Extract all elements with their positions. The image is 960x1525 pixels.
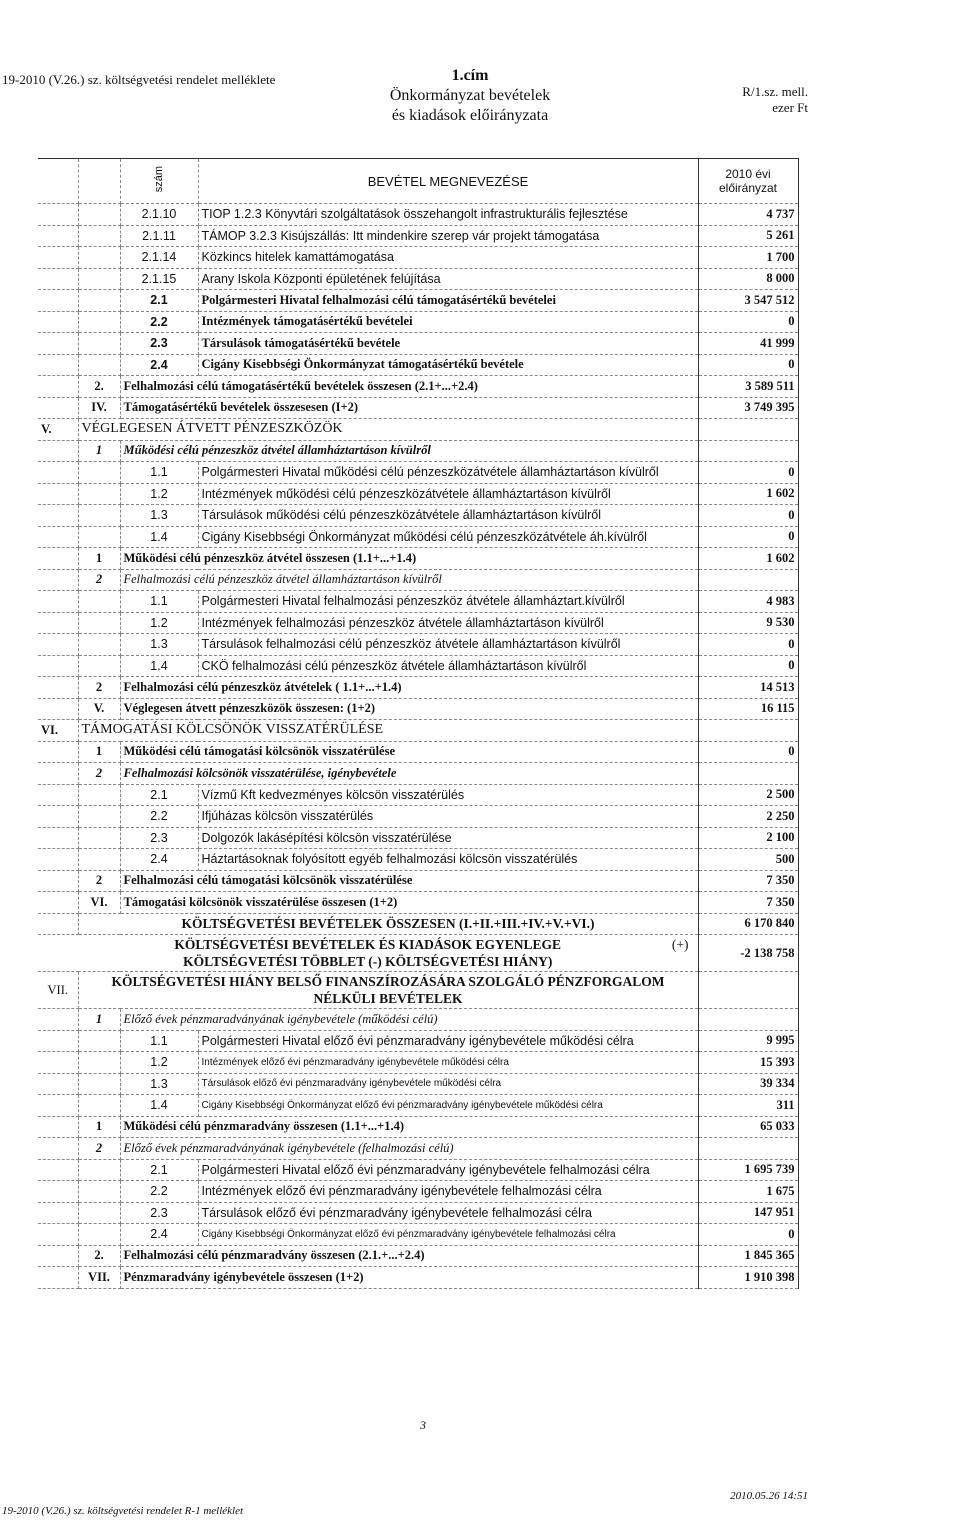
row-name: Háztartásoknak folyósított egyéb felhalmozási kölcsön visszatérülés [198,849,698,871]
row-value: 5 261 [698,225,798,247]
row-item-code: 2.3 [120,827,198,849]
row-name: Társulások támogatásértékű bevétele [198,333,698,355]
row-value: 311 [698,1095,798,1117]
table-row [38,763,798,785]
table-row [38,698,798,720]
row-value [698,569,798,591]
row-name: Felhalmozási célú pénzmaradvány összesen (2.1.+...+2.4) [120,1245,698,1267]
row-section-code [38,204,78,226]
row-group-code: 1 [78,1116,120,1138]
row-group-code: 2. [78,376,120,398]
row-group-code: VII. [78,1267,120,1289]
row-group-code [78,311,120,333]
table-row [38,376,798,398]
row-section-code [38,806,78,828]
row-value: 4 737 [698,204,798,226]
row-section-code [38,397,78,419]
row-name: Polgármesteri Hivatal működési célú pénzeszközátvétele államháztartáson kívülről [198,462,698,484]
document-reference: 19-2010 (V.26.) sz. költségvetési rendelet melléklete [2,72,276,87]
table-row [38,1052,798,1074]
row-value: 1 910 398 [698,1267,798,1289]
row-value: 15 393 [698,1052,798,1074]
row-section-code [38,634,78,656]
balance-sign: (+) [671,937,689,952]
row-item-code: 2.1.14 [120,247,198,269]
row-value: 0 [698,741,798,763]
row-group-code [78,806,120,828]
row-section-code [38,849,78,871]
table-row [38,1030,798,1052]
row-name: Társulások előző évi pénzmaradvány igénybevétele felhalmozási célra [198,1202,698,1224]
row-name: Támogatásértékű bevételek összesesen (I+2) [120,397,698,419]
table-row [38,505,798,527]
table-row [38,462,798,484]
table-row [38,548,798,570]
row-item-code: 2.2 [120,806,198,828]
row-name: Működési célú pénzmaradvány összesen (1.1+...+1.4) [120,1116,698,1138]
document-title [300,66,640,126]
table-header-row [38,159,798,204]
row-value: 3 589 511 [698,376,798,398]
row-section-code [38,1267,78,1289]
row-section-code [38,612,78,634]
row-group-code [78,591,120,613]
row-group-code [78,483,120,505]
row-name: Intézmények támogatásértékű bevételei [198,311,698,333]
table-row [38,1224,798,1246]
row-value: 0 [698,354,798,376]
row-value: 14 513 [698,677,798,699]
row-value: 1 602 [698,548,798,570]
annex-reference [742,84,808,116]
section-vii-code: VII. [38,972,78,1009]
row-section-code [38,698,78,720]
table-row [38,892,798,914]
row-item-code: 2.1.15 [120,268,198,290]
row-value: 147 951 [698,1202,798,1224]
row-section-code [38,376,78,398]
title-cim: 1.cím [451,67,489,84]
row-item-code: 2.3 [120,1202,198,1224]
row-value: 3 547 512 [698,290,798,312]
row-group-code [78,1159,120,1181]
section-vii-title-line-2: NÉLKÜLI BEVÉTELEK [313,991,463,1006]
row-value: 0 [698,462,798,484]
row-value: 0 [698,634,798,656]
row-value: 1 675 [698,1181,798,1203]
row-section-code [38,655,78,677]
row-group-code [78,1030,120,1052]
table-row [38,440,798,462]
row-value: 1 845 365 [698,1245,798,1267]
balance-row [38,935,798,972]
table-row [38,569,798,591]
table-row [38,870,798,892]
row-section-code [38,225,78,247]
section-vii-title [78,972,698,1009]
table-row [38,1009,798,1031]
row-name: Cigány Kisebbségi Önkormányzat támogatásértékű bevétele [198,354,698,376]
table-row [38,311,798,333]
row-value: 7 350 [698,892,798,914]
row-value: 2 500 [698,784,798,806]
column-header-name: BEVÉTEL MEGNEVEZÉSE [198,159,698,204]
table-row [38,634,798,656]
row-value: 7 350 [698,870,798,892]
row-item-code: 1.1 [120,1030,198,1052]
row-section-code [38,1245,78,1267]
table-row [38,1159,798,1181]
row-item-code: 1.4 [120,655,198,677]
row-group-code [78,1095,120,1117]
row-name: Előző évek pénzmaradványának igénybevétele (felhalmozási célú) [120,1138,698,1160]
row-name: VÉGLEGESEN ÁTVETT PÉNZESZKÖZÖK [78,419,698,441]
row-section-code [38,548,78,570]
table-row [38,655,798,677]
table-row [38,1095,798,1117]
row-name: TIOP 1.2.3 Könyvtári szolgáltatások összehangolt infrastrukturális fejlesztése [198,204,698,226]
row-name: Működési célú pénzeszköz átvétel államháztartáson kívülről [120,440,698,462]
row-item-code: 1.2 [120,612,198,634]
row-value: 0 [698,1224,798,1246]
row-item-code: 1.4 [120,526,198,548]
balance-line-1: KÖLTSÉGVETÉSI BEVÉTELEK ÉS KIADÁSOK EGYENLEGE [174,937,562,952]
table-row [38,849,798,871]
row-group-code [78,827,120,849]
row-group-code [78,1224,120,1246]
table-row [38,784,798,806]
row-group-code [78,268,120,290]
row-item-code: 1.1 [120,591,198,613]
row-group-code [78,1073,120,1095]
row-name: Dolgozók lakásépítési kölcsön visszatérülése [198,827,698,849]
row-name: CKÖ felhalmozási célú pénzeszköz átvétele államháztartáson kívülről [198,655,698,677]
row-section-code [38,354,78,376]
row-name: Intézmények előző évi pénzmaradvány igénybevétele felhalmozási célra [198,1181,698,1203]
row-name: Polgármesteri Hivatal felhalmozási pénzeszköz átvétele államháztart.kívülről [198,591,698,613]
row-value: 2 100 [698,827,798,849]
row-section-code [38,1030,78,1052]
row-group-code: 2 [78,1138,120,1160]
row-group-code: 2 [78,870,120,892]
row-value [698,1138,798,1160]
row-value: 8 000 [698,268,798,290]
row-name: Vízmű Kft kedvezményes kölcsön visszatérülés [198,784,698,806]
row-section-code [38,290,78,312]
row-section-code [38,333,78,355]
row-item-code: 2.1 [120,290,198,312]
table-row [38,1202,798,1224]
section-vii-header [38,972,798,1009]
row-section-code [38,892,78,914]
row-section-code [38,741,78,763]
row-value: 2 250 [698,806,798,828]
row-value: 6 170 840 [698,913,798,935]
row-section-code [38,311,78,333]
row-group-code [78,1181,120,1203]
row-section-code [38,913,78,935]
row-group-code [78,1202,120,1224]
row-item-code: 2.1 [120,1159,198,1181]
row-item-code: 2.2 [120,311,198,333]
row-section-code [38,268,78,290]
table-row [38,1116,798,1138]
row-name: Támogatási kölcsönök visszatérülése összesen (1+2) [120,892,698,914]
row-value: 1 700 [698,247,798,269]
row-section-code [38,1202,78,1224]
row-group-code [78,204,120,226]
row-name: Társulások felhalmozási célú pénzeszköz átvétele államháztartáson kívülről [198,634,698,656]
row-section-code [38,1138,78,1160]
table-row [38,1073,798,1095]
table-row [38,806,798,828]
row-value: 0 [698,311,798,333]
table-row [38,333,798,355]
row-group-code [78,505,120,527]
row-group-code [78,290,120,312]
row-group-code [78,333,120,355]
row-section-code [38,247,78,269]
row-name: TÁMOP 3.2.3 Kisújszállás: Itt mindenkire szerep vár projekt támogatása [198,225,698,247]
row-group-code: 1 [78,440,120,462]
unit-label: ezer Ft [772,100,808,115]
row-value: 41 999 [698,333,798,355]
row-item-code: 2.4 [120,849,198,871]
row-value [698,720,798,742]
annex-number: R/1.sz. mell. [742,84,808,99]
row-group-code: 2. [78,1245,120,1267]
table-row [38,204,798,226]
row-name: Működési célú támogatási kölcsönök visszatérülése [120,741,698,763]
column-header-year: 2010 évi előirányzat [698,159,798,204]
row-section-code [38,827,78,849]
row-name: Polgármesteri Hivatal előző évi pénzmaradvány igénybevétele felhalmozási célra [198,1159,698,1181]
row-group-code: 2 [78,763,120,785]
row-name: Felhalmozási célú támogatási kölcsönök visszatérülése [120,870,698,892]
row-name: Arany Iskola Központi épületének felújítása [198,268,698,290]
row-value [698,440,798,462]
row-name: Véglegesen átvett pénzeszközök összesen: (1+2) [120,698,698,720]
row-value: 1 695 739 [698,1159,798,1181]
row-value: 0 [698,505,798,527]
row-group-code: 1 [78,548,120,570]
table-row [38,1245,798,1267]
row-name: Intézmények előző évi pénzmaradvány igénybevétele működési célra [198,1052,698,1074]
row-group-code [78,784,120,806]
row-name: Működési célú pénzeszköz átvétel összesen (1.1+...+1.4) [120,548,698,570]
row-name: Előző évek pénzmaradványának igénybevétele (működési célú) [120,1009,698,1031]
row-item-code: 2.2 [120,1181,198,1203]
row-section-code: VI. [38,720,78,742]
page-number: 3 [420,1418,426,1432]
row-value: 0 [698,655,798,677]
row-section-code [38,526,78,548]
row-name: Társulások működési célú pénzeszközátvétele államháztartáson kívülről [198,505,698,527]
row-value: 16 115 [698,698,798,720]
row-name: Polgármesteri Hivatal felhalmozási célú támogatásértékű bevételei [198,290,698,312]
row-name: Cigány Kisebbségi Önkormányzat előző évi pénzmaradvány igénybevétele felhalmozási célra [198,1224,698,1246]
title-line-1: Önkormányzat bevételek [389,87,551,104]
row-name: Intézmények felhalmozási pénzeszköz átvétele államháztartáson kívülről [198,612,698,634]
row-section-code [38,677,78,699]
row-name: KÖLTSÉGVETÉSI BEVÉTELEK ÖSSZESEN (I.+II.+III.+IV.+V.+VI.) [78,913,698,935]
row-section-code [38,763,78,785]
row-name: Pénzmaradvány igénybevétele összesen (1+2) [120,1267,698,1289]
row-item-code: 2.1.11 [120,225,198,247]
row-group-code [78,612,120,634]
row-item-code: 2.4 [120,1224,198,1246]
table-row [38,247,798,269]
row-section-code [38,1009,78,1031]
row-section-code [38,440,78,462]
row-group-code [78,354,120,376]
balance-line-2: KÖLTSÉGVETÉSI TÖBBLET (-) KÖLTSÉGVETÉSI HIÁNY) [183,954,553,969]
row-section-code: V. [38,419,78,441]
row-value: 0 [698,526,798,548]
table-row [38,1267,798,1289]
table-row [38,677,798,699]
row-item-code: 1.3 [120,505,198,527]
row-group-code [78,462,120,484]
row-section-code [38,1116,78,1138]
row-name: Felhalmozási célú pénzeszköz átvétel államháztartáson kívülről [120,569,698,591]
row-name: Polgármesteri Hivatal előző évi pénzmaradvány igénybevétele működési célra [198,1030,698,1052]
row-section-code [38,784,78,806]
row-value: 500 [698,849,798,871]
row-item-code: 2.1.10 [120,204,198,226]
row-group-code: 2 [78,677,120,699]
row-group-code [78,225,120,247]
row-value: 39 334 [698,1073,798,1095]
row-group-code: 1 [78,741,120,763]
table-row [38,268,798,290]
row-value: 3 749 395 [698,397,798,419]
row-name: Cigány Kisebbségi Önkormányzat előző évi pénzmaradvány igénybevétele működési célra [198,1095,698,1117]
table-row [38,720,798,742]
row-group-code [78,526,120,548]
row-section-code [38,505,78,527]
row-item-code: 1.1 [120,462,198,484]
row-group-code [78,634,120,656]
row-section-code [38,1159,78,1181]
row-group-code: 2 [78,569,120,591]
column-header-szam: szám [153,165,165,193]
row-group-code: VI. [78,892,120,914]
section-vii-title-line-1: KÖLTSÉGVETÉSI HIÁNY BELSŐ FINANSZÍROZÁSÁRA SZOLGÁLÓ PÉNZFORGALOM [111,974,665,989]
row-section-code [38,591,78,613]
footer-timestamp: 2010.05.26 14:51 [730,1490,808,1502]
row-value: 1 602 [698,483,798,505]
row-group-code: IV. [78,397,120,419]
row-item-code: 2.4 [120,354,198,376]
row-group-code [78,247,120,269]
row-section-code [38,1073,78,1095]
row-value: 4 983 [698,591,798,613]
row-value: 65 033 [698,1116,798,1138]
revenue-table [38,158,799,1289]
row-section-code [38,483,78,505]
table-row [38,612,798,634]
row-item-code: 1.2 [120,1052,198,1074]
row-item-code: 2.1 [120,784,198,806]
row-group-code: V. [78,698,120,720]
row-name: Közkincs hitelek kamattámogatása [198,247,698,269]
row-value: 9 530 [698,612,798,634]
row-section-code [38,569,78,591]
row-value [698,763,798,785]
table-row [38,419,798,441]
row-group-code: 1 [78,1009,120,1031]
table-row [38,526,798,548]
row-value: 9 995 [698,1030,798,1052]
row-value [698,419,798,441]
row-name: Intézmények működési célú pénzeszközátvétele államháztartáson kívülről [198,483,698,505]
table-row [38,1138,798,1160]
table-row [38,483,798,505]
row-section-code [38,1095,78,1117]
row-group-code [78,1052,120,1074]
title-line-2: és kiadások előirányzata [391,107,549,124]
table-row [38,913,798,935]
row-section-code [38,1181,78,1203]
table-row [38,290,798,312]
row-item-code: 1.3 [120,634,198,656]
table-row [38,591,798,613]
row-item-code: 1.2 [120,483,198,505]
row-item-code: 2.3 [120,333,198,355]
table-row [38,354,798,376]
balance-value: -2 138 758 [698,935,798,972]
table-row [38,225,798,247]
row-name: Felhalmozási célú támogatásértékű bevételek összesen (2.1+...+2.4) [120,376,698,398]
row-item-code: 1.4 [120,1095,198,1117]
row-value [698,1009,798,1031]
row-name: Cigány Kisebbségi Önkormányzat működési célú pénzeszközátvétele áh.kívülről [198,526,698,548]
row-section-code [38,462,78,484]
table-row [38,1181,798,1203]
table-row [38,741,798,763]
row-group-code [78,849,120,871]
row-section-code [38,870,78,892]
table-row [38,397,798,419]
row-section-code [38,1224,78,1246]
table-row [38,827,798,849]
row-name: Társulások előző évi pénzmaradvány igénybevétele működési célra [198,1073,698,1095]
balance-label [38,935,698,972]
footer-reference: 19-2010 (V.26.) sz. költségvetési rendelet R-1 melléklet [2,1505,244,1517]
row-section-code [38,1052,78,1074]
row-group-code [78,655,120,677]
row-name: Ifjúházas kölcsön visszatérülés [198,806,698,828]
row-name: Felhalmozási célú pénzeszköz átvételek ( 1.1+...+1.4) [120,677,698,699]
row-name: TÁMOGATÁSI KÖLCSÖNÖK VISSZATÉRÜLÉSE [78,720,698,742]
row-item-code: 1.3 [120,1073,198,1095]
row-name: Felhalmozási kölcsönök visszatérülése, igénybevétele [120,763,698,785]
